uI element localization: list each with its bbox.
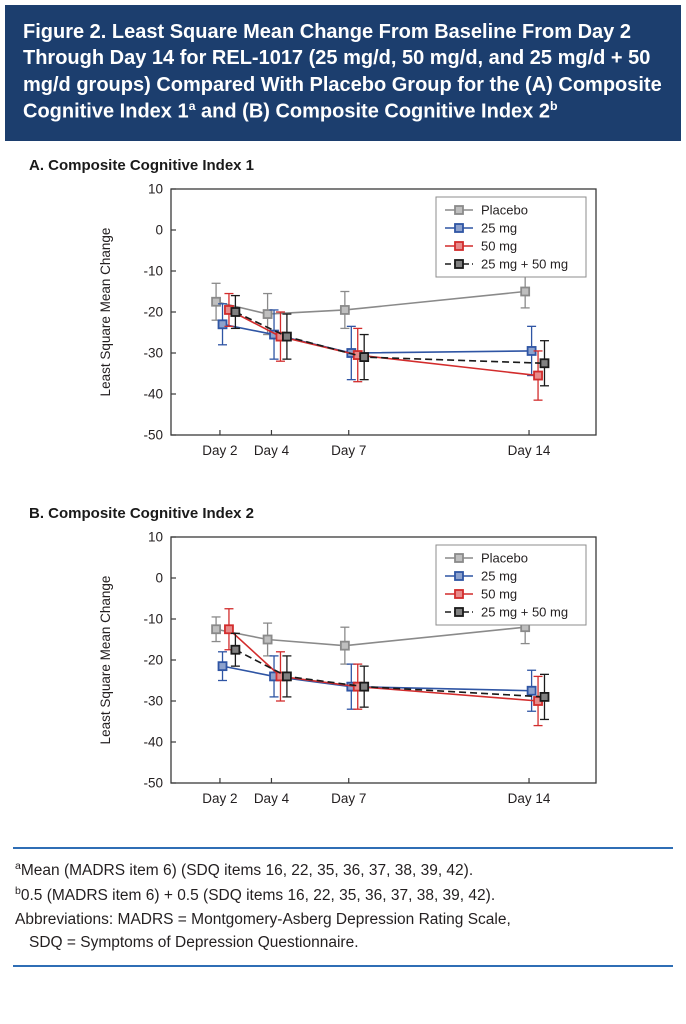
y-tick-label: 0 — [155, 222, 163, 238]
panel-a-chart — [11, 177, 671, 479]
x-tick-label: Day 2 — [202, 791, 238, 807]
y-tick-label: 10 — [147, 181, 163, 197]
panel-a — [5, 157, 681, 479]
legend-label: 25 mg — [481, 568, 518, 584]
x-tick-label: Day 4 — [253, 791, 290, 807]
bottom-rule — [13, 965, 673, 967]
footnote-b-marker: b — [15, 884, 21, 897]
figure-header — [5, 5, 681, 141]
figure-footnotes — [13, 847, 673, 967]
figure-title-text: Figure 2. Least Square Mean Change From Baseline From Day 2 Through Day 14 for REL-1017 (25 mg/d, 50 mg/d, and 25 mg/d + 50 mg/d groups) Compared With Placebo Group for the (A) Composite Cognitive Index 1 — [23, 21, 662, 123]
legend-label: Placebo — [481, 550, 528, 566]
x-tick-label: Day 14 — [507, 443, 551, 459]
footnote-a — [15, 858, 671, 883]
y-axis-label: Least Square Mean Change — [98, 575, 113, 745]
figure-title — [23, 19, 663, 125]
legend-label: Placebo — [481, 202, 528, 218]
legend — [436, 197, 586, 277]
legend-label: 25 mg + 50 mg — [481, 604, 569, 620]
footnotes-block — [13, 849, 673, 965]
y-tick-label: -40 — [143, 734, 163, 750]
y-tick-label: -10 — [143, 263, 163, 279]
footnote-marker-a: a — [188, 99, 196, 114]
y-tick-label: -50 — [143, 775, 163, 791]
x-tick-label: Day 14 — [507, 791, 551, 807]
y-tick-label: -20 — [143, 652, 163, 668]
footnote-a-text: Mean (MADRS item 6) (SDQ items 16, 22, 35, 36, 37, 38, 39, 42). — [20, 862, 474, 880]
legend-label: 50 mg — [481, 586, 518, 602]
footnote-marker-b: b — [549, 99, 558, 114]
figure-title-text-2: and (B) Composite Cognitive Index 2 — [195, 100, 550, 123]
y-tick-label: -30 — [143, 693, 163, 709]
footnote-b-text: 0.5 (MADRS item 6) + 0.5 (SDQ items 16, 22, 35, 36, 37, 38, 39, 42). — [20, 887, 496, 905]
legend-label: 25 mg — [481, 220, 518, 236]
footnote-b — [15, 883, 671, 908]
y-tick-label: -20 — [143, 304, 163, 320]
y-tick-label: 10 — [147, 529, 163, 545]
panel-b — [5, 505, 681, 827]
panel-a-heading: A. Composite Cognitive Index 1 — [29, 157, 255, 175]
abbreviations-line-2: SDQ = Symptoms of Depression Questionnaire. — [29, 934, 359, 952]
x-tick-label: Day 2 — [202, 443, 238, 459]
abbreviations-line-1: Abbreviations: MADRS = Montgomery-Asberg Depression Rating Scale, — [15, 910, 511, 928]
x-tick-label: Day 7 — [331, 443, 367, 459]
panel-b-heading: B. Composite Cognitive Index 2 — [29, 505, 255, 523]
x-tick-label: Day 7 — [331, 791, 367, 807]
y-tick-label: -50 — [143, 427, 163, 443]
y-tick-label: 0 — [155, 570, 163, 586]
panel-b-chart — [11, 525, 671, 827]
legend — [436, 545, 586, 625]
y-tick-label: -40 — [143, 386, 163, 402]
legend-label: 50 mg — [481, 238, 518, 254]
y-tick-label: -10 — [143, 611, 163, 627]
x-tick-label: Day 4 — [253, 443, 290, 459]
legend-label: 25 mg + 50 mg — [481, 256, 569, 272]
footnote-a-marker: a — [15, 860, 21, 873]
y-tick-label: -30 — [143, 345, 163, 361]
y-axis-label: Least Square Mean Change — [98, 227, 113, 397]
